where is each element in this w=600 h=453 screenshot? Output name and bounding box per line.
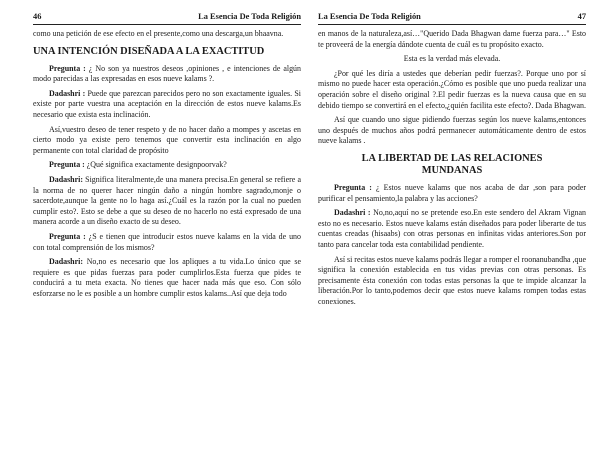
section-heading (318, 153, 586, 177)
right-page (318, 12, 586, 311)
speaker-label: Pregunta : (49, 160, 85, 170)
paragraph: Así si recitas estos nueve kalams podrás llegar a romper el roonanubandha ,que significa la conexión establecida en tus vidas previas con otras personas. Es precisamente ésta conexión con todas estas personas la que te impide alcanzar la liberación.Por lo tanto,podemos decir que estos nueve kalams rompen todas estas conexiones. (318, 254, 586, 306)
speaker-label: Pregunta : (334, 182, 372, 192)
speaker-label: Dadashri: (49, 174, 83, 184)
question-paragraph (33, 160, 301, 171)
answer-text: No,no es necesario que los apliques a tu vida.Lo único que se requiere es que pidas fuerzas para poder cumplirlos.Esta fuerza que pides te conducirá a tu meta exacta. No tienes que hacer nada más que eso. Con sólo esforzarse no le es posible a un hombre cumplir estos kalams..Así que deja todo (33, 257, 302, 298)
question-text: ¿ Estos nueve kalams que nos acaba de dar ,son para poder purificar el pensamiento,la palabra y las acciones? (318, 182, 586, 203)
speaker-label: Dadashri : (49, 88, 86, 98)
page-number: 47 (577, 12, 586, 21)
right-page-header (318, 12, 586, 25)
question-text: ¿Qué significa exactamente designpoorvak? (86, 160, 227, 170)
question-text: ¿S e tienen que introducir estos nueve kalams en la vida de uno con total comprensión de los mismos? (33, 231, 301, 252)
paragraph: Así,vuestro deseo de tener respeto y de no hacer daño a mompes y ascetas en cierto modo ya existe pero tenemos que convertir esta inclinación en algo permanente con total claridad de propósito (33, 124, 301, 155)
answer-paragraph (318, 208, 586, 250)
left-page-header (33, 12, 301, 25)
answer-text: No,no,aquí no se pretende eso.En este sendero del Akram Vignan esto no es necesario. Estos nueve kalams están diseñados para poder liberarte de tus cuentas creadas (hisaabs) con otras personas en infinitas vidas anteriores.Son por tanto para cancelar toda esta contabilidad pendiente. (318, 208, 586, 249)
paragraph: Así que cuando uno sigue pidiendo fuerzas según los nueve kalams,entonces uno después de muchos años podrá permanecer automáticamente dentro de estos nueve kalams . (318, 115, 586, 146)
running-title: La Esencia De Toda Religión (198, 12, 301, 21)
answer-text: Puede que parezcan parecidos pero no son exactamente iguales. Si existe por parte vuestra una aceptación en la dirección de estos nueve kalams.Es necesario que exista esta inclinación. (33, 88, 301, 119)
paragraph: Esta es la verdad más elevada. (403, 54, 501, 64)
question-paragraph (318, 183, 586, 204)
right-page-body (318, 29, 586, 307)
answer-paragraph (33, 257, 301, 299)
running-title: La Esencia De Toda Religión (318, 12, 421, 21)
answer-paragraph (33, 175, 301, 228)
left-page (33, 12, 301, 303)
question-paragraph (33, 232, 301, 253)
heading-line: LA LIBERTAD DE LAS RELACIONES (361, 152, 543, 164)
paragraph: en manos de la naturaleza,así…"Querido Dada Bhagwan dame fuerza para…" Esto te proveerá de la energía dándote cuenta de cuál es tu propósito exacto. (318, 29, 586, 49)
section-heading: UNA INTENCIÓN DISEÑADA A LA EXACTITUD (33, 45, 265, 57)
left-page-body (33, 29, 301, 299)
speaker-label: Dadashri : (334, 208, 371, 218)
answer-paragraph (33, 89, 301, 121)
question-text: ¿ No son ya nuestros deseos ,opiniones , e intenciones de algún modo parecidas a las expresadas en esos nueve kalams ?. (33, 63, 301, 84)
paragraph: ¿Por qué les diría a ustedes que deberían pedir fuerzas?. Porque uno por sí mismo no puede hacer esta operación.¿Cómo es posible que uno pueda realizar una operación sobre el diseño original ?.El pedir fuerzas es la nueva causa que en su debido tiempo se convertirá en el efecto,¿quién facilita este efecto?. Dada Bhagwan. (318, 68, 586, 110)
answer-text: Significa literalmente,de una manera precisa.En general se refiere a la norma de no querer hacer ningún daño a ningún hombre sagrado,monje o sacerdote,aunque la gente no lo haga así.¿Cuál es la razón por la cual no pueden cumplir esto?. Esto se debe a que su deseo de no hacerlo no está expresado de una manera acorde a un diseño exacto de su deseo. (33, 174, 302, 227)
paragraph: como una petición de ese efecto en el presente,como una descarga,un bhaavna. (33, 29, 284, 38)
question-paragraph (33, 64, 301, 85)
speaker-label: Dadashri: (49, 257, 83, 267)
speaker-label: Pregunta : (49, 231, 86, 241)
heading-line: MUNDANAS (421, 164, 483, 176)
speaker-label: Pregunta : (49, 63, 86, 73)
page-number: 46 (33, 12, 42, 21)
